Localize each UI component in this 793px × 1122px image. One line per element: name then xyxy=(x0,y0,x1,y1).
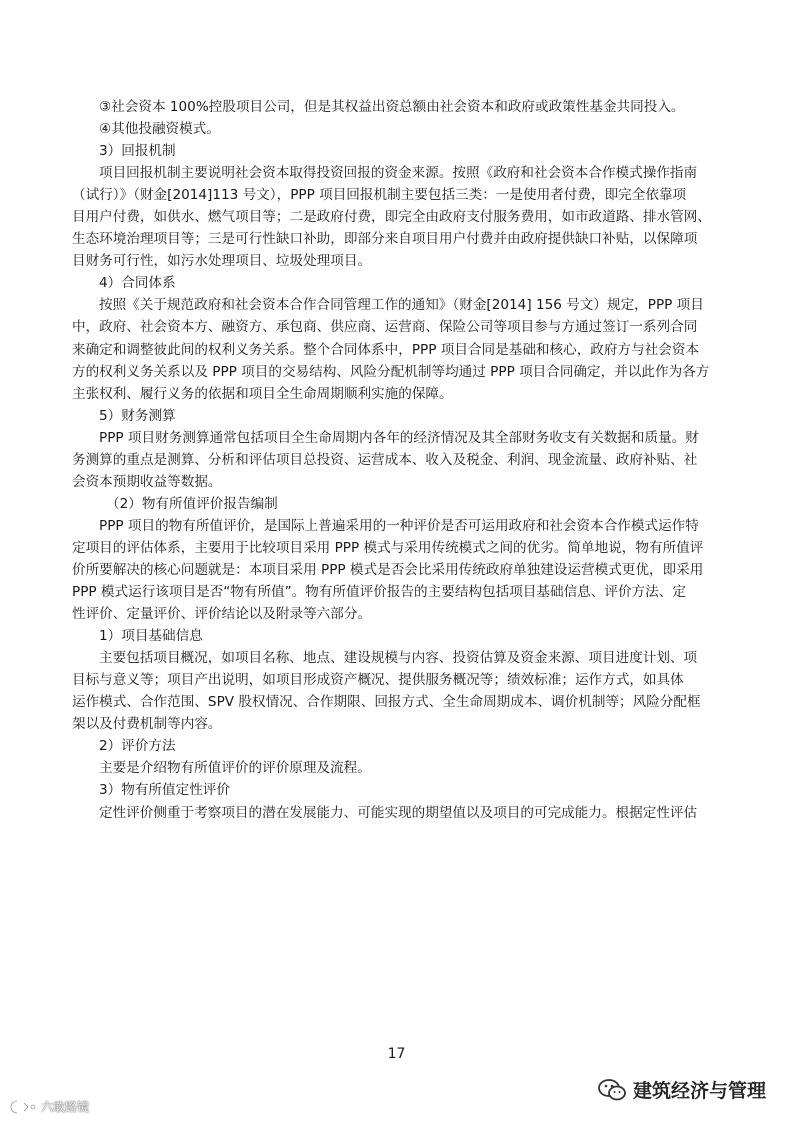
text-line: PPP 项目财务测算通常包括项目全生命周期内各年的经济情况及其全部财务收支有关数据和质量。财 xyxy=(99,429,699,446)
page-number: 17 xyxy=(387,1046,406,1062)
text-line: 会资本预期收益等数据。 xyxy=(72,473,222,490)
brand-name: 建筑经济与管理 xyxy=(632,1080,766,1102)
document-body xyxy=(72,96,722,824)
text-line: 价所要解决的核心问题就是：本项目采用 PPP 模式是否会比采用传统政府单独建设运营模式更优，即采用 xyxy=(72,561,704,578)
text-line: PPP 项目的物有所值评价，是国际上普遍采用的一种评价是否可运用政府和社会资本合作模式运作特 xyxy=(99,517,699,534)
text-line: 架以及付费机制等内容。 xyxy=(72,716,222,733)
text-line: 主张权利、履行义务的依据和项目全生命周期顺利实施的保障。 xyxy=(72,385,453,402)
text-line: （试行）》（财金[2014]113 号文），PPP 项目回报机制主要包括三类：一是使用者付费，即完全依靠项 xyxy=(72,187,687,204)
text-line: 定性评价侧重于考察项目的潜在发展能力、可能实现的期望值以及项目的可完成能力。根据定性评估 xyxy=(99,804,698,821)
watermark-logo-icon xyxy=(8,1099,38,1115)
text-line: 方的权利义务关系以及 PPP 项目的交易结构、风险分配机制等均通过 PPP 项目合同确定，并以此作为各方 xyxy=(72,363,710,380)
text-line: 务测算的重点是测算、分析和评估项目总投资、运营成本、收入及税金、利润、现金流量、政府补贴、社 xyxy=(72,451,698,468)
text-line: 运作模式、合作范围、SPV 股权情况、合作期限、回报方式、全生命周期成本、调价机制等；风险分配框 xyxy=(72,694,701,711)
text-line: 项目回报机制主要说明社会资本取得投资回报的资金来源。按照《政府和社会资本合作模式操作指南 xyxy=(99,165,698,182)
text-line: 生态环境治理项目等；三是可行性缺口补助，即部分来自项目用户付费并由政府提供缺口补贴，以保障项 xyxy=(72,231,698,248)
watermark-text: 六敢路镜 xyxy=(41,1100,90,1114)
text-line: 中，政府、社会资本方、融资方、承包商、供应商、运营商、保险公司等项目参与方通过签订一系列合同 xyxy=(72,319,698,336)
text-line: 5）财务测算 xyxy=(99,407,176,424)
text-line: 4）合同体系 xyxy=(99,275,176,292)
corner-watermark xyxy=(8,1098,89,1115)
text-line: 主要是介绍物有所值评价的评价原理及流程。 xyxy=(99,760,371,777)
text-line: 3）物有所值定性评价 xyxy=(99,782,230,799)
text-line: 1）项目基础信息 xyxy=(99,628,203,645)
text-line: 按照《关于规范政府和社会资本合作合同管理工作的通知》（财金[2014] 156 号文）规定，PPP 项目 xyxy=(99,297,704,314)
text-line: 3）回报机制 xyxy=(99,143,176,160)
text-line: ③社会资本 100%控股项目公司，但是其权益出资总额由社会资本和政府或政策性基金共同投入。 xyxy=(99,99,685,115)
text-line: 性评价、定量评价、评价结论以及附录等六部分。 xyxy=(72,606,372,623)
text-line: 目财务可行性，如污水处理项目、垃圾处理项目。 xyxy=(72,253,372,270)
text-line: ④其他投融资模式。 xyxy=(99,121,220,138)
text-line: 目标与意义等；项目产出说明，如项目形成资产概况、提供服务概况等；绩效标准；运作方式，如具体 xyxy=(72,672,684,689)
text-line: 来确定和调整彼此间的权利义务关系。整个合同体系中，PPP 项目合同是基础和核心，政府方与社会资本 xyxy=(72,341,700,358)
text-line: 主要包括项目概况，如项目名称、地点、建设规模与内容、投资估算及资金来源、项目进度计划、项 xyxy=(99,650,698,667)
wechat-icon xyxy=(597,1078,627,1102)
wechat-brand xyxy=(597,1076,766,1103)
text-line: 目用户付费，如供水、燃气项目等；二是政府付费，即完全由政府支付服务费用，如市政道路、排水管网、 xyxy=(72,209,711,226)
text-line: PPP 模式运行该项目是否“物有所值”。物有所值评价报告的主要结构包括项目基础信息、评价方法、定 xyxy=(72,584,686,601)
text-line: （2）物有所值评价报告编制 xyxy=(106,495,278,512)
text-line: 2）评价方法 xyxy=(99,738,176,755)
text-line: 定项目的评估体系，主要用于比较项目采用 PPP 模式与采用传统模式之间的优劣。简单地说，物有所值评 xyxy=(72,539,704,556)
